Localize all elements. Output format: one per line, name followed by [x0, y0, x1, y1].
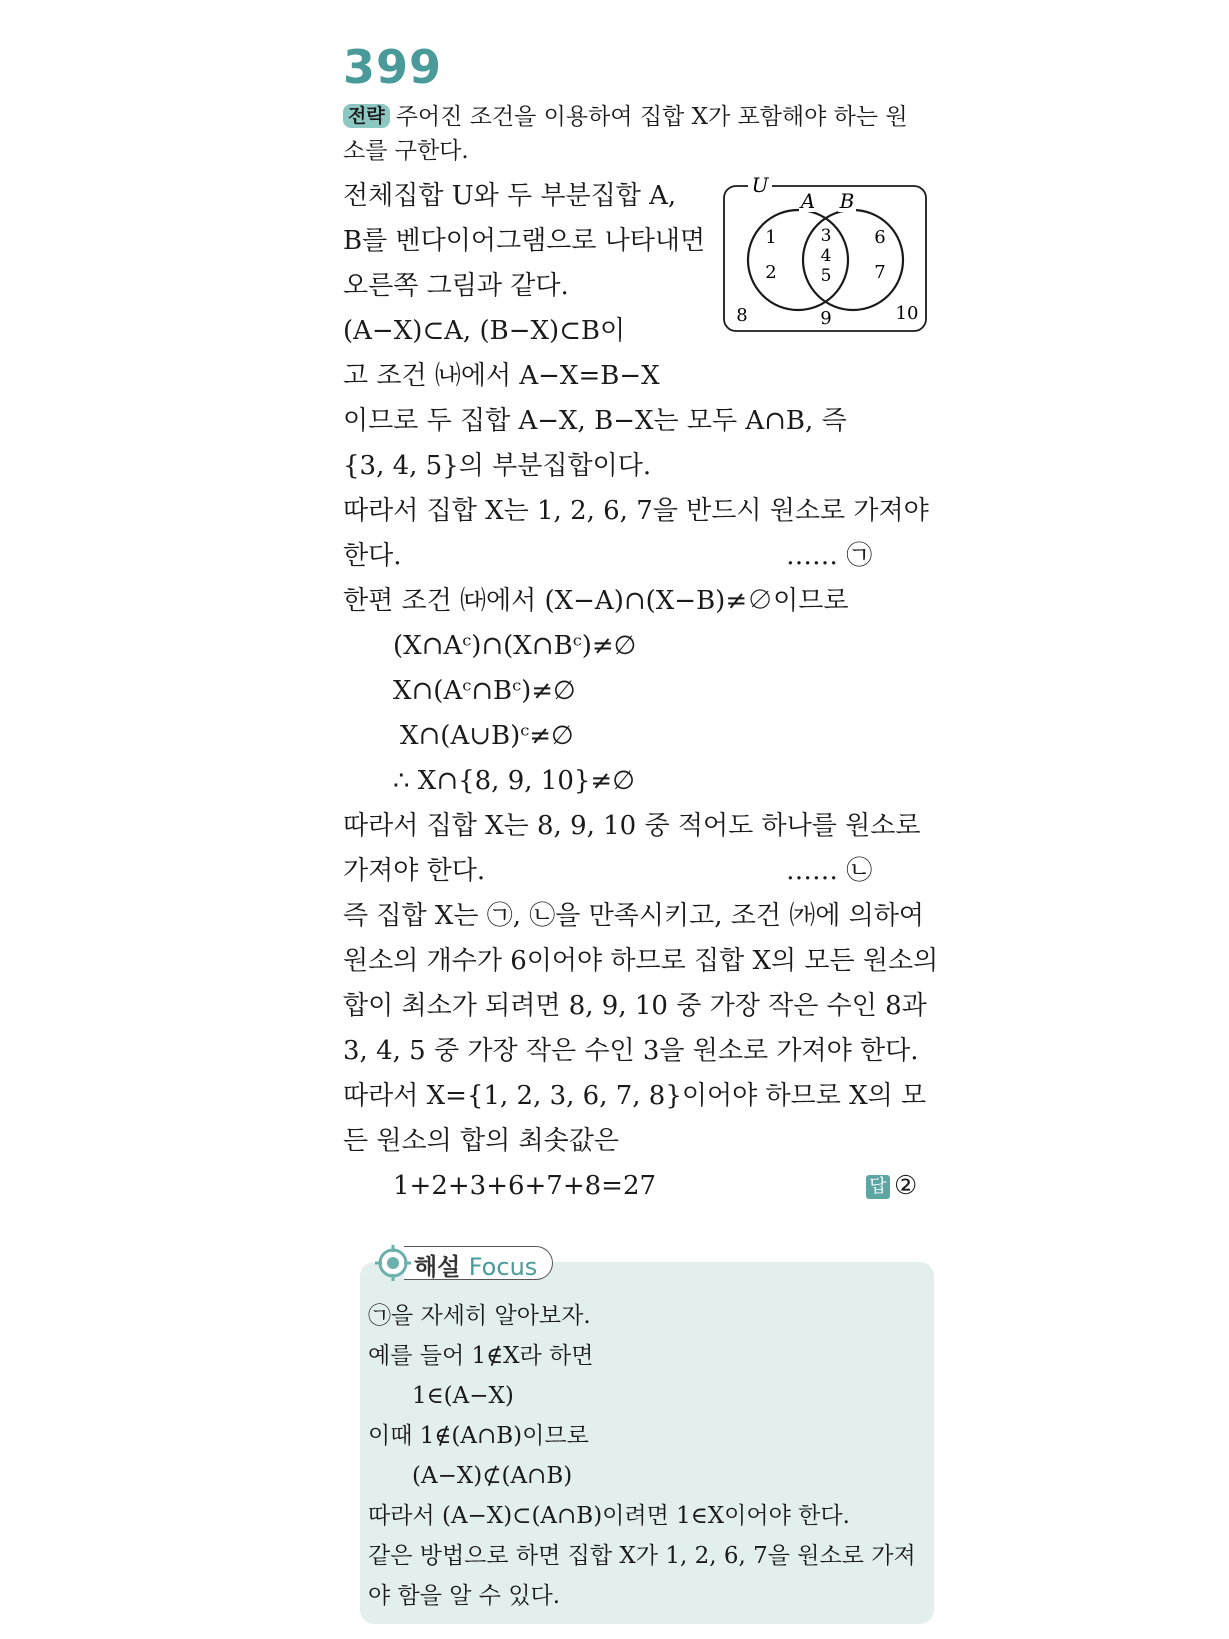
solution-line-5: 고 조건 ㈏에서 A−X=B−X [343, 361, 660, 391]
focus-line-8: 야 함을 알 수 있다. [368, 1583, 561, 1609]
marker-nieun: …… ㉡ [786, 856, 873, 886]
focus-line-7: 같은 방법으로 하면 집합 X가 1, 2, 6, 7을 원소로 가져 [368, 1543, 916, 1569]
solution-line-22: 든 원소의 합의 최솟값은 [343, 1126, 619, 1156]
solution-line-16: 가져야 한다. [343, 856, 486, 886]
solution-line-23: 1+2+3+6+7+8=27 [393, 1171, 657, 1201]
set-a-circle [748, 210, 848, 310]
focus-line-2: 예를 들어 1∉X라 하면 [368, 1343, 594, 1369]
solution-line-10: 한편 조건 ㈐에서 (X−A)∩(X−B)≠∅이므로 [343, 586, 849, 616]
marker-giyeok: …… ㉠ [786, 541, 873, 571]
strategy-text: 주어진 조건을 이용하여 집합 X가 포함해야 하는 원소를 구한다. [343, 104, 908, 164]
strategy-badge: 전략 [343, 104, 390, 128]
answer-value: ② [894, 1171, 918, 1201]
answer [866, 1171, 917, 1201]
solution-line-15: 따라서 집합 X는 8, 9, 10 중 적어도 하나를 원소로 [343, 811, 921, 841]
element-5: 5 [820, 266, 832, 286]
focus-line-5: (A−X)⊄(A∩B) [412, 1463, 573, 1489]
solution-line-18: 원소의 개수가 6이어야 하므로 집합 X의 모든 원소의 [343, 946, 939, 976]
focus-title [414, 1247, 537, 1282]
element-2: 2 [765, 262, 777, 283]
solution-line-7: {3, 4, 5}의 부분집합이다. [343, 451, 652, 481]
solution-line-2: B를 벤다이어그램으로 나타내면 [343, 226, 706, 256]
solution-line-11: (X∩Aᶜ)∩(X∩Bᶜ)≠∅ [393, 631, 637, 661]
element-1: 1 [765, 227, 777, 248]
solution-line-21: 따라서 X={1, 2, 3, 6, 7, 8}이어야 하므로 X의 모 [343, 1081, 927, 1111]
universal-label: U [751, 176, 769, 197]
focus-title-en: Focus [468, 1253, 538, 1281]
solution-line-13: X∩(A∪B)ᶜ≠∅ [400, 721, 574, 751]
focus-line-3: 1∈(A−X) [412, 1383, 514, 1409]
strategy [343, 100, 923, 168]
focus-line-6: 따라서 (A−X)⊂(A∩B)이려면 1∈X이어야 한다. [368, 1503, 850, 1529]
element-9: 9 [820, 308, 832, 329]
solution-line-4: (A−X)⊂A, (B−X)⊂B이 [343, 316, 626, 346]
focus-line-4: 이때 1∉(A∩B)이므로 [368, 1423, 589, 1449]
solution-line-20: 3, 4, 5 중 가장 작은 수인 3을 원소로 가져야 한다. [343, 1036, 919, 1066]
element-3: 3 [820, 226, 832, 246]
solution-line-6: 이므로 두 집합 A−X, B−X는 모두 A∩B, 즉 [343, 406, 847, 436]
set-b-circle [803, 210, 903, 310]
solution-line-19: 합이 최소가 되려면 8, 9, 10 중 가장 작은 수인 8과 [343, 991, 927, 1021]
element-8: 8 [736, 305, 748, 326]
solution-line-3: 오른쪽 그림과 같다. [343, 271, 569, 301]
set-a-label: A [800, 189, 816, 213]
solution-line-8: 따라서 집합 X는 1, 2, 6, 7을 반드시 원소로 가져야 [343, 496, 929, 526]
target-icon [374, 1244, 412, 1282]
element-7: 7 [874, 262, 886, 283]
focus-line-1: ㉠을 자세히 알아보자. [368, 1303, 591, 1329]
solution-line-1: 전체집합 U와 두 부분집합 A, [343, 181, 677, 211]
set-b-label: B [839, 189, 855, 213]
venn-diagram [722, 176, 928, 340]
problem-number: 399 [343, 40, 443, 94]
element-10: 10 [895, 303, 919, 324]
element-4: 4 [820, 246, 832, 266]
element-6: 6 [874, 227, 886, 248]
solution-line-17: 즉 집합 X는 ㉠, ㉡을 만족시키고, 조건 ㈎에 의하여 [343, 901, 925, 931]
solution-line-9: 한다. [343, 541, 402, 571]
focus-title-ko: 해설 [414, 1253, 461, 1281]
solution-line-12: X∩(Aᶜ∩Bᶜ)≠∅ [393, 676, 576, 706]
solution-line-14: ∴ X∩{8, 9, 10}≠∅ [393, 766, 635, 796]
answer-badge: 답 [866, 1175, 890, 1199]
